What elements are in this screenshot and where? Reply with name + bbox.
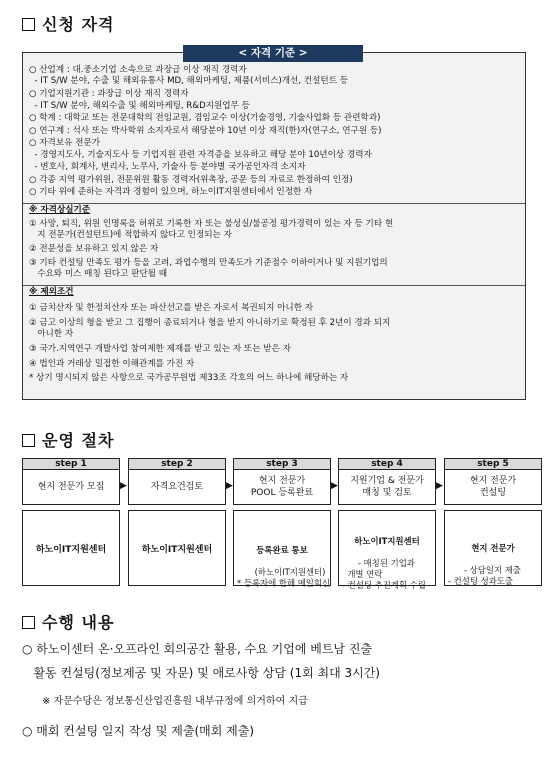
qual-line: ○ 기타 위에 준하는 자격과 경험이 있으며, 하노이IT지원센터에서 인정한 자 xyxy=(29,187,313,197)
content-line: 활동 컨설팅(정보제공 및 자문) 및 애로사항 상담 (1회 최대 3시간) xyxy=(22,666,380,680)
arrow-right-icon: ▶ xyxy=(331,481,338,491)
org-lines: - 상담일지 제출 - 컨설팅 성과도출 xyxy=(448,565,521,586)
step-org-box: 하노이IT지원센터 xyxy=(128,510,226,586)
loss-line: ② 전문성을 보유하고 있지 않은 자 xyxy=(29,244,159,254)
step-desc-box: 자격요건검토 xyxy=(128,469,226,505)
qualification-box xyxy=(22,47,526,400)
step-label: step 4 xyxy=(338,458,436,470)
loss-line: 지 전문가(컨설턴트)에 적합하지 않다고 인정되는 자 xyxy=(29,230,232,240)
arrow-right-icon: ▶ xyxy=(226,481,233,491)
excl-line: 아니한 자 xyxy=(29,329,74,339)
divider xyxy=(23,285,525,286)
qual-line: - 경영지도사, 기술지도사 등 기업지원 관련 자격증을 보유하고 해당 분야 10년이상 경력자 xyxy=(29,150,372,160)
qual-line: ○ 자격보유 전문가 xyxy=(29,138,101,148)
section-title-process: 운영 절차 xyxy=(22,428,114,451)
step-label: step 5 xyxy=(444,458,542,470)
step-desc-box: 현지 전문가 POOL 등록완료 xyxy=(233,469,331,505)
step-org-box xyxy=(338,510,436,590)
section-title-content: 수행 내용 xyxy=(22,610,114,633)
arrow-right-icon: ▶ xyxy=(120,481,127,491)
step-desc-box: 지원기업 & 전문가 매칭 및 검토 xyxy=(338,469,436,505)
arrow-right-icon: ▶ xyxy=(436,481,443,491)
excl-line: ① 금치산자 및 한정치산자 또는 파산선고를 받은 자로서 복권되지 아니한 자 xyxy=(29,303,314,313)
step-label: step 2 xyxy=(128,458,226,470)
loss-line: ① 사망, 퇴직, 위원 인명록을 허위로 기록한 자 또는 불성실/불공정 평가경력이 있는 자 등 기타 현 xyxy=(29,219,394,229)
org-title: 하노이IT지원센터 xyxy=(354,536,420,546)
qual-line: ○ 산업계 : 대.중소기업 소속으로 과장급 이상 재직 경력자 xyxy=(29,65,247,75)
qual-line: - IT S/W 분야, 수출 및 해외유통사 MD, 해외마케팅, 제품(서비스)개선, 컨설턴트 등 xyxy=(29,76,349,86)
qualification-box-title: < 자격 기준 > xyxy=(183,45,363,62)
org-lines: (하노이IT지원센터) * 등록자에 한해 메일회신 xyxy=(237,567,331,588)
step-label: step 3 xyxy=(233,458,331,470)
step-org-box xyxy=(444,510,542,586)
qual-line: ○ 학계 : 대학교 또는 전문대학의 전임교원, 겸임교수 이상(기술경영, 기술사업화 등 관련학과) xyxy=(29,113,381,123)
content-line: ○ 매회 컨설팅 일지 작성 및 제출(매회 제출) xyxy=(22,724,255,738)
loss-criteria-title: ※ 자격상실기준 xyxy=(29,205,91,215)
step-org-box xyxy=(233,510,331,586)
divider xyxy=(23,203,525,204)
qual-line: ○ 기업지원기관 : 과장급 이상 재직 경력자 xyxy=(29,89,189,99)
org-title: 현지 전문가 xyxy=(471,543,515,553)
loss-line: ③ 기타 컨설팅 만족도 평가 등을 고려, 과업수행의 만족도가 기준점수 이하이거나 및 지원기업의 xyxy=(29,258,388,268)
excl-line: ④ 법인과 거래상 밀접한 이해관계를 가진 자 xyxy=(29,359,195,369)
excl-line: ③ 국가.지역연구 개발사업 참여제한 제재를 받고 있는 자 또는 받은 자 xyxy=(29,344,291,354)
qual-line: ○ 각종 지역 평가위원, 전문위원 활동 경력자(위촉장, 공문 등의 자료로 한정하여 인정) xyxy=(29,175,353,185)
loss-line: 수요와 미스 매칭 된다고 판단될 때 xyxy=(29,269,168,279)
org-title: 등록완료 통보 xyxy=(256,545,308,555)
step-label: step 1 xyxy=(22,458,120,470)
exclusion-title: ※ 제외조건 xyxy=(29,287,74,297)
content-note: ※ 자문수당은 정보통신산업진흥원 내부규정에 의거하여 지급 xyxy=(42,696,308,707)
qual-line: - IT S/W 분야, 해외수출 및 해외마케팅, R&D지원업무 등 xyxy=(29,101,250,111)
qual-line: ○ 연구계 : 석사 또는 박사학위 소지자로서 해당분야 10년 이상 재직(한)자(연구소, 연구원 등) xyxy=(29,126,382,136)
excl-line: ② 금고 이상의 형을 받고 그 집행이 종료되거나 형을 받지 아니하기로 확정된 후 2년이 경과 되지 xyxy=(29,318,391,328)
excl-line: * 상기 명시되지 않은 사항으로 국가공무원법 제33조 각호의 어느 하나에 해당하는 자 xyxy=(29,373,349,383)
checkbox-square-icon xyxy=(22,434,35,447)
checkbox-square-icon xyxy=(22,18,35,31)
step-org-box: 하노이IT지원센터 xyxy=(22,510,120,586)
checkbox-square-icon xyxy=(22,616,35,629)
content-line: ○ 하노이센터 온·오프라인 회의공간 활용, 수요 기업에 베트남 진출 xyxy=(22,642,373,656)
step-desc-box: 현지 전문가 모집 xyxy=(22,469,120,505)
qual-line: - 변호사, 회계사, 변리사, 노무사, 기술사 등 분야별 국가공인자격 소지자 xyxy=(29,162,306,172)
step-desc-box: 현지 전문가 컨설팅 xyxy=(444,469,542,505)
org-lines: - 매칭된 기업과 개별 연락 - 컨설팅 추진계획 수립 xyxy=(342,558,426,590)
section-title-qualification: 신청 자격 xyxy=(22,12,114,35)
